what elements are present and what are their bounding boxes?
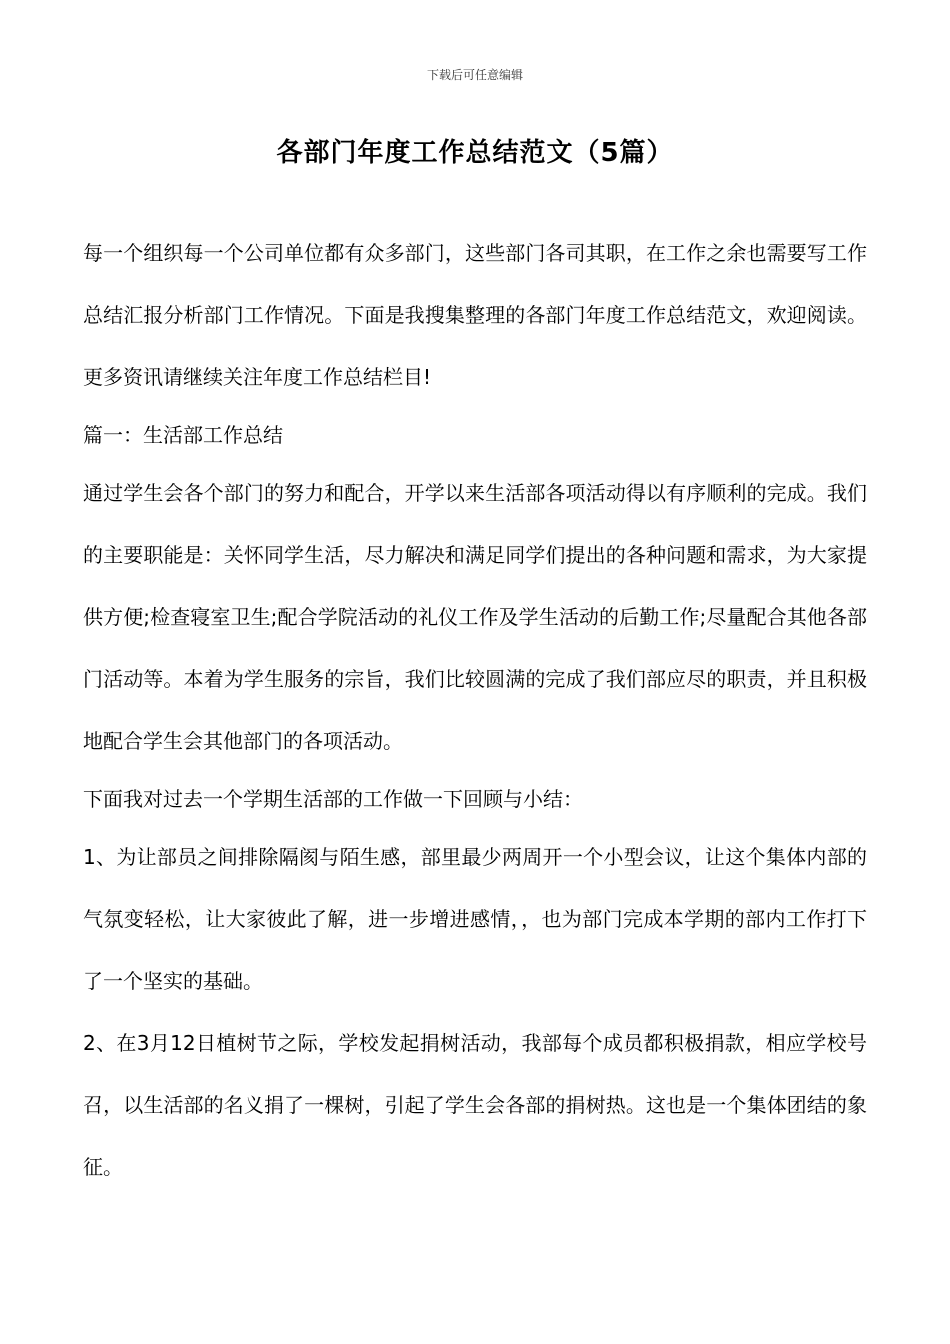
- document-title: 各部门年度工作总结范文（5篇）: [276, 138, 674, 168]
- document-body: [83, 222, 867, 1198]
- section-heading: 篇一：生活部工作总结: [83, 423, 283, 447]
- body-paragraph: 下面我对过去一个学期生活部的工作做一下回顾与小结：: [83, 787, 583, 811]
- body-paragraph: 通过学生会各个部门的努力和配合，开学以来生活部各项活动得以有序顺利的完成。我们的主要职能是：关怀同学生活，尽力解决和满足同学们提出的各种问题和需求，为大家提供方便;检查寝室卫生;配合学院活动的礼仪工作及学生活动的后勤工作;尽量配合其他各部门活动等。本着为学生服务的宗旨，我们比较圆满的完成了我们部应尽的职责，并且积极地配合学生会其他部门的各项活动。: [83, 481, 867, 753]
- intro-paragraph: 每一个组织每一个公司单位都有众多部门，这些部门各司其职，在工作之余也需要写工作总结汇报分析部门工作情况。下面是我搜集整理的各部门年度工作总结范文，欢迎阅读。更多资讯请继续关注年度工作总结栏目!: [83, 241, 867, 389]
- list-item: 1、为让部员之间排除隔阂与陌生感，部里最少两周开一个小型会议，让这个集体内部的气氛变轻松，让大家彼此了解，进一步增进感情，，也为部门完成本学期的部内工作打下了一个坚实的基础。: [83, 845, 867, 993]
- header-note: 下载后可任意编辑: [426, 68, 523, 82]
- list-item: 2、在3月12日植树节之际，学校发起捐树活动，我部每个成员都积极捐款，相应学校号召，以生活部的名义捐了一棵树，引起了学生会各部的捐树热。这也是一个集体团结的象征。: [83, 1031, 867, 1179]
